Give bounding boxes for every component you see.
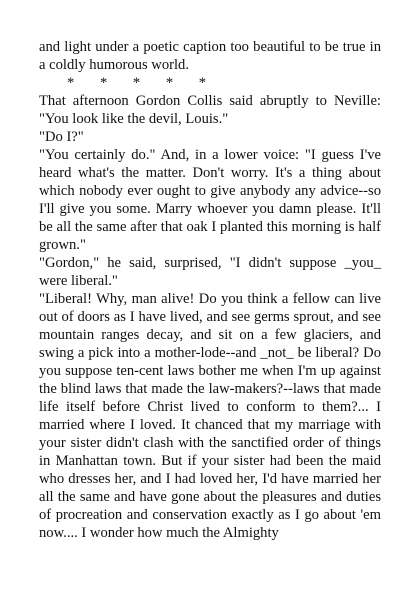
- paragraph-do-i: "Do I?": [39, 129, 84, 145]
- paragraph-certainly: "You certainly do." And, in a lower voice: "I guess I've heard what's the matter. Don't worry. It's a thing about which nobody ever ought to give anybody any advice--so I'll give you some. Marry whoever you damn please. It'll be all the same after that oak I planted this morning is half grown.": [39, 147, 381, 253]
- paragraph-caption: and light under a poetic caption too beautiful to be true in a coldly humorous world.: [39, 39, 381, 73]
- section-break: * * * * *: [67, 75, 207, 91]
- page-body: [39, 38, 381, 542]
- paragraph-afternoon: That afternoon Gordon Collis said abruptly to Neville: "You look like the devil, Louis.": [39, 93, 381, 127]
- paragraph-gordon: "Gordon," he said, surprised, "I didn't suppose _you_ were liberal.": [39, 255, 381, 289]
- paragraph-liberal: "Liberal! Why, man alive! Do you think a fellow can live out of doors as I have lived, and see germs sprout, and see mountain ranges decay, and sit on a few glaciers, and swing a pick into a mother-lode--and _not_ be liberal? Do you suppose ten-cent laws bother me when I'm up against the blind laws that made the law-makers?--laws that made life itself before Christ lived to conform to them?... I married where I loved. It chanced that my marriage with your sister didn't clash with the sanctified order of things in Manhattan town. But if your sister had been the maid who dresses her, and I had loved her, I'd have married her all the same and have gone about the pleasures and duties of procreation and conservation exactly as I go about 'em now.... I wonder how much the Almighty: [39, 291, 381, 541]
